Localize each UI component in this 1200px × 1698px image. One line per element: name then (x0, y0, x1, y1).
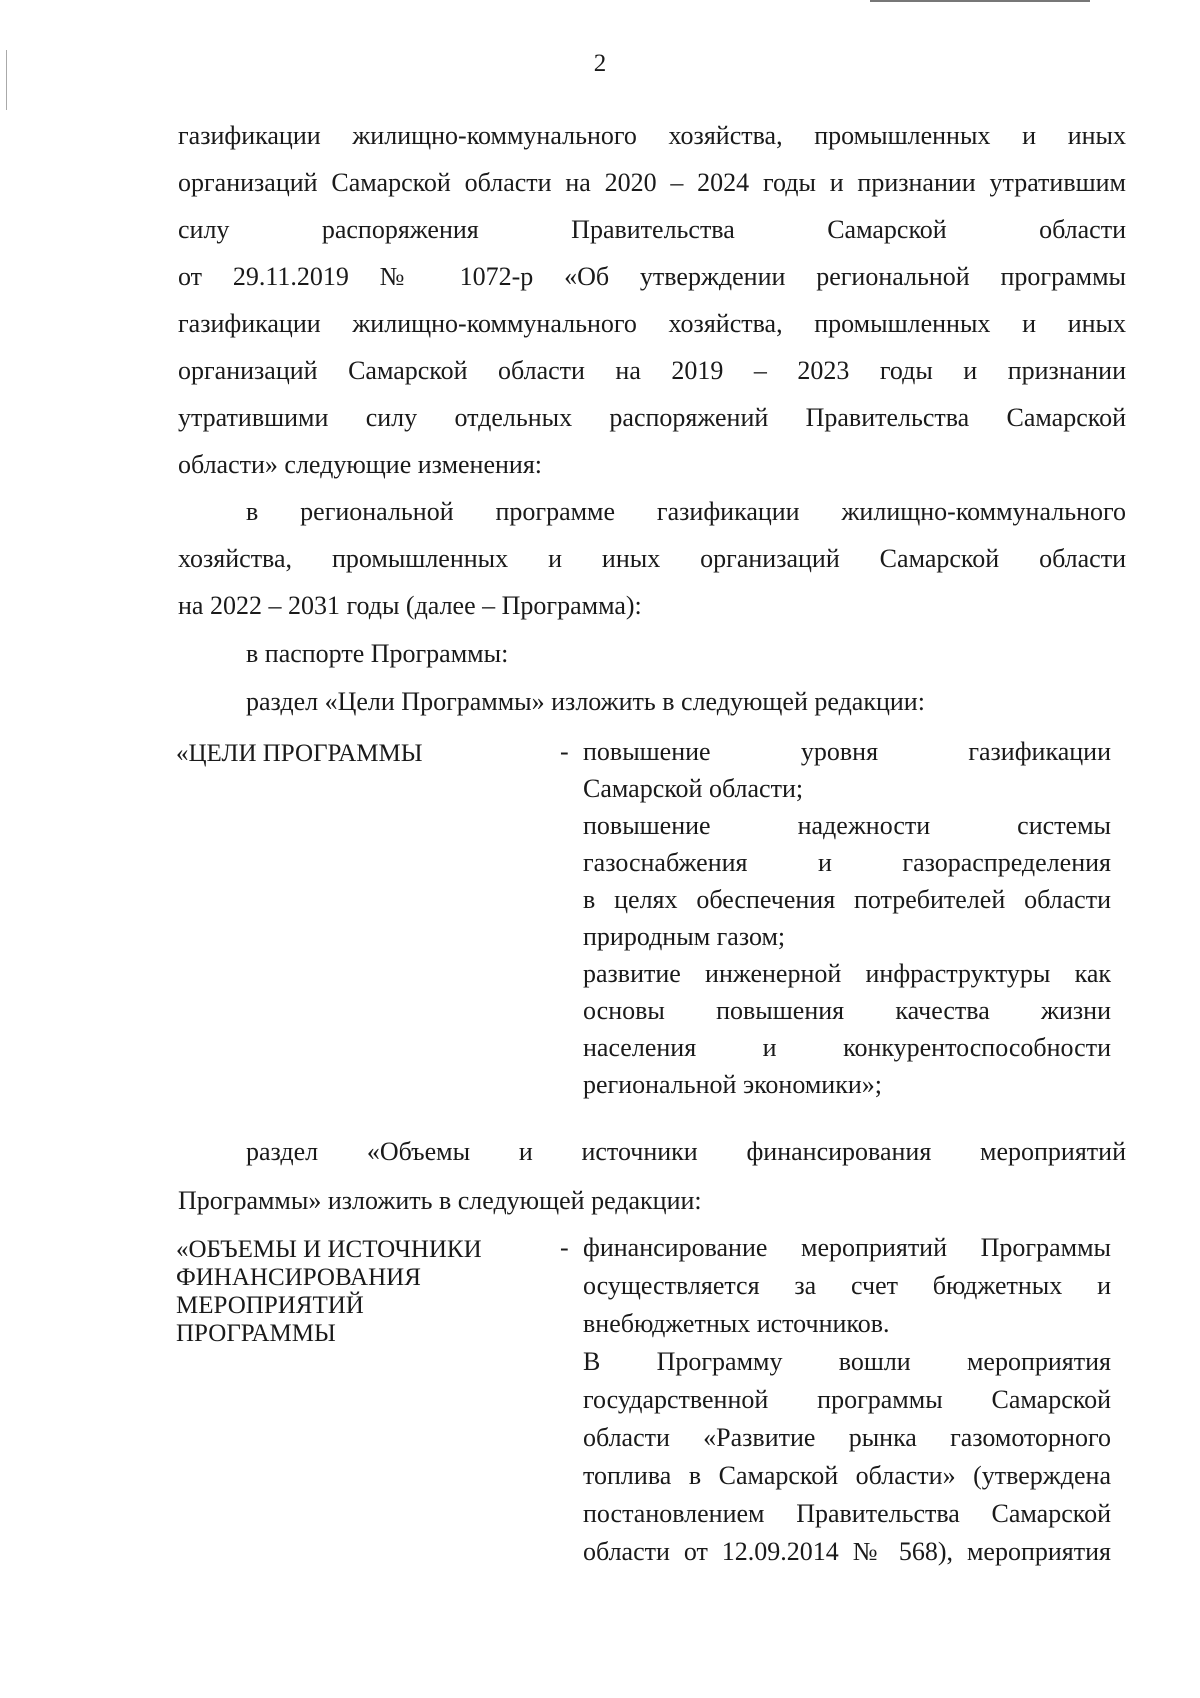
goals-section-dash: - (560, 737, 569, 766)
goals-line: основы повышения качества жизни (583, 996, 1111, 1025)
body-line: газификации жилищно-коммунального хозяйства, промышленных и иных (178, 121, 1126, 150)
goals-line: газоснабжения и газораспределения (583, 848, 1111, 877)
goals-line: развитие инженерной инфраструктуры как (583, 959, 1111, 988)
funding-line: государственной программы Самарской (583, 1385, 1111, 1414)
body-line: на 2022 – 2031 годы (далее – Программа): (178, 591, 642, 620)
funding-line: области «Развитие рынка газомоторного (583, 1423, 1111, 1452)
page-number: 2 (593, 50, 607, 77)
funding-section-dash: - (560, 1233, 569, 1262)
goals-line: Самарской области; (583, 774, 804, 803)
funding-line: постановлением Правительства Самарской (583, 1499, 1111, 1528)
body-line: хозяйства, промышленных и иных организаций Самарской области (178, 544, 1126, 573)
scan-edge-mark (870, 0, 1090, 2)
body-line: области» следующие изменения: (178, 450, 543, 479)
funding-line: финансирование мероприятий Программы (583, 1233, 1111, 1262)
funding-line: области от 12.09.2014 № 568), мероприятия (583, 1537, 1111, 1566)
body-line: силу распоряжения Правительства Самарской области (178, 215, 1126, 244)
funding-section-label: ПРОГРАММЫ (176, 1320, 336, 1347)
body-line: газификации жилищно-коммунального хозяйства, промышленных и иных (178, 309, 1126, 338)
body-line: утратившими силу отдельных распоряжений Правительства Самарской (178, 403, 1126, 432)
funding-line: В Программу вошли мероприятия (583, 1347, 1111, 1376)
passport-line: в паспорте Программы: (246, 639, 509, 668)
goals-line: повышение надежности системы (583, 811, 1111, 840)
funding-line: внебюджетных источников. (583, 1309, 890, 1338)
body-line: организаций Самарской области на 2019 – 2023 годы и признании (178, 356, 1126, 385)
body-line: организаций Самарской области на 2020 – 2024 годы и признании утратившим (178, 168, 1126, 197)
body-line: в региональной программе газификации жилищно-коммунального (246, 497, 1126, 526)
goals-line: природным газом; (583, 922, 786, 951)
goals-line: региональной экономики»; (583, 1070, 882, 1099)
goals-line: повышение уровня газификации (583, 737, 1111, 766)
funding-intro-line: Программы» изложить в следующей редакции: (178, 1186, 702, 1215)
goals-line: в целях обеспечения потребителей области (583, 885, 1111, 914)
goals-intro-line: раздел «Цели Программы» изложить в следующей редакции: (246, 687, 925, 716)
body-line: от 29.11.2019 № 1072-р «Об утверждении региональной программы (178, 262, 1126, 291)
funding-section-label: ФИНАНСИРОВАНИЯ (176, 1264, 421, 1291)
funding-line: осуществляется за счет бюджетных и (583, 1271, 1111, 1300)
goals-line: населения и конкурентоспособности (583, 1033, 1111, 1062)
goals-section-label: «ЦЕЛИ ПРОГРАММЫ (176, 740, 423, 767)
funding-intro-line: раздел «Объемы и источники финансирования мероприятий (246, 1137, 1126, 1166)
funding-section-label: МЕРОПРИЯТИЙ (176, 1292, 364, 1319)
funding-line: топлива в Самарской области» (утверждена (583, 1461, 1111, 1490)
funding-section-label: «ОБЪЕМЫ И ИСТОЧНИКИ (176, 1236, 482, 1263)
